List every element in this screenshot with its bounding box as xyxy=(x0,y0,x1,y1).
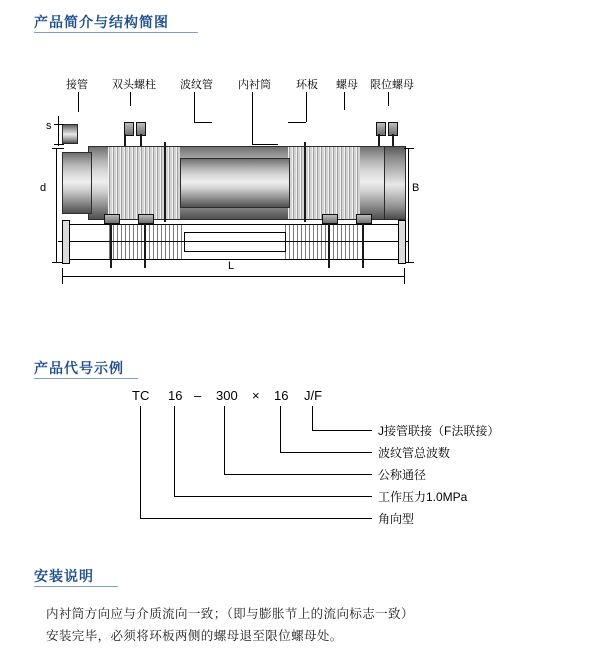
code-connector-16b xyxy=(280,452,372,453)
code-line-tc xyxy=(140,406,141,518)
dim-label-s: s xyxy=(46,120,52,132)
dim-tick-d-bottom xyxy=(52,262,62,263)
dim-line-l xyxy=(62,276,404,277)
pipe-stub-left-top xyxy=(62,152,92,214)
leader-line-4 xyxy=(252,92,253,144)
code-desc-nominal-diameter: 公称通径 xyxy=(378,468,427,482)
stud-right-top xyxy=(378,134,380,146)
bellows-right-bottom xyxy=(284,224,360,260)
dim-tick-l-left xyxy=(62,268,63,284)
end-plate-right-bottom xyxy=(398,220,406,264)
code-desc-connection: J接管联接（F法联接） xyxy=(378,424,500,438)
leader-line-7 xyxy=(388,92,389,106)
code-token-tc: TC xyxy=(132,388,150,403)
nut-left-bottom xyxy=(104,214,120,224)
code-line-16a xyxy=(174,406,175,496)
code-desc-pressure: 工作压力1.0MPa xyxy=(378,490,468,504)
leader-line-5 xyxy=(306,92,307,122)
dim-tick-b-top xyxy=(404,148,414,149)
flange-right-top xyxy=(384,146,406,220)
bellows-right-top xyxy=(288,146,360,220)
section-title-install-underline xyxy=(34,586,118,587)
section-title-install: 安装说明 xyxy=(34,568,94,584)
callout-label-neichentong: 内衬筒 xyxy=(238,79,271,91)
leader-line-5-horizontal xyxy=(288,122,306,123)
dim-label-b: B xyxy=(412,182,420,194)
stud-left2-top xyxy=(140,134,142,146)
leader-line-2 xyxy=(130,92,131,106)
structure-diagram xyxy=(40,64,540,294)
code-token-dash: – xyxy=(194,388,202,403)
code-token-jf: J/F xyxy=(304,388,323,403)
liner-sleeve-top xyxy=(180,158,290,208)
dim-line-d xyxy=(56,148,57,262)
code-token-times: × xyxy=(252,388,260,403)
section-title-structure: 产品简介与结构简图 xyxy=(34,14,169,30)
ring-plate-left-top xyxy=(164,142,166,222)
ring-plate-top xyxy=(304,142,306,222)
liner-sleeve-bottom xyxy=(184,232,286,252)
leader-line-3-horizontal xyxy=(194,122,212,123)
dim-tick-s-top xyxy=(54,124,64,125)
dim-label-d: d xyxy=(40,182,47,194)
end-plate-left-bottom xyxy=(62,220,70,264)
dim-tick-l-right xyxy=(404,268,405,284)
nut-right-bottom xyxy=(322,214,338,224)
stud-left-top xyxy=(124,134,126,146)
bellows-left-bottom xyxy=(108,224,184,260)
section-title-code: 产品代号示例 xyxy=(34,360,124,376)
code-connector-300 xyxy=(224,474,372,475)
limit-nut-right-bottom xyxy=(356,214,372,224)
leader-line-3 xyxy=(194,92,195,122)
code-token-300: 300 xyxy=(216,388,238,403)
bellows-left-top xyxy=(108,146,180,220)
install-note-2: 安装完毕，必须将环板两侧的螺母退至限位螺母处。 xyxy=(46,629,343,643)
callout-label-shuangtouluozhu: 双头螺柱 xyxy=(112,79,156,91)
callout-label-luomu: 螺母 xyxy=(336,79,358,91)
callout-label-huanban: 环板 xyxy=(296,79,318,91)
leader-line-4-horizontal xyxy=(252,144,278,145)
callout-label-xianweiluomu: 限位螺母 xyxy=(370,79,414,91)
code-token-16b: 16 xyxy=(274,388,289,403)
code-desc-type: 角向型 xyxy=(378,512,415,526)
section-title-structure-underline xyxy=(34,32,198,33)
code-connector-jf xyxy=(312,430,372,431)
callout-label-jieguan: 接管 xyxy=(66,79,88,91)
leader-line-1 xyxy=(78,92,79,112)
limit-nut-left-bottom xyxy=(138,214,154,224)
tie-rod-bracket-left-top xyxy=(62,124,78,144)
stud-right2-top xyxy=(392,134,394,146)
code-line-16b xyxy=(280,406,281,452)
callout-label-bowenguan: 波纹管 xyxy=(180,79,213,91)
dim-tick-s-bottom xyxy=(54,144,64,145)
code-line-jf xyxy=(312,406,313,430)
dim-ext-d-top xyxy=(56,148,64,149)
dim-line-b xyxy=(408,148,409,262)
code-token-16a: 16 xyxy=(168,388,183,403)
install-note-1: 内衬筒方向应与介质流向一致；（即与膨胀节上的流向标志一致） xyxy=(46,607,414,621)
leader-line-6 xyxy=(344,92,345,110)
code-connector-16a xyxy=(174,496,372,497)
section-title-code-underline xyxy=(34,378,138,379)
dim-line-s xyxy=(58,116,59,146)
code-desc-wave-count: 波纹管总波数 xyxy=(378,446,451,460)
dim-label-l: L xyxy=(228,260,235,272)
code-connector-tc xyxy=(140,518,372,519)
product-code-diagram xyxy=(40,382,550,542)
code-line-300 xyxy=(224,406,225,474)
